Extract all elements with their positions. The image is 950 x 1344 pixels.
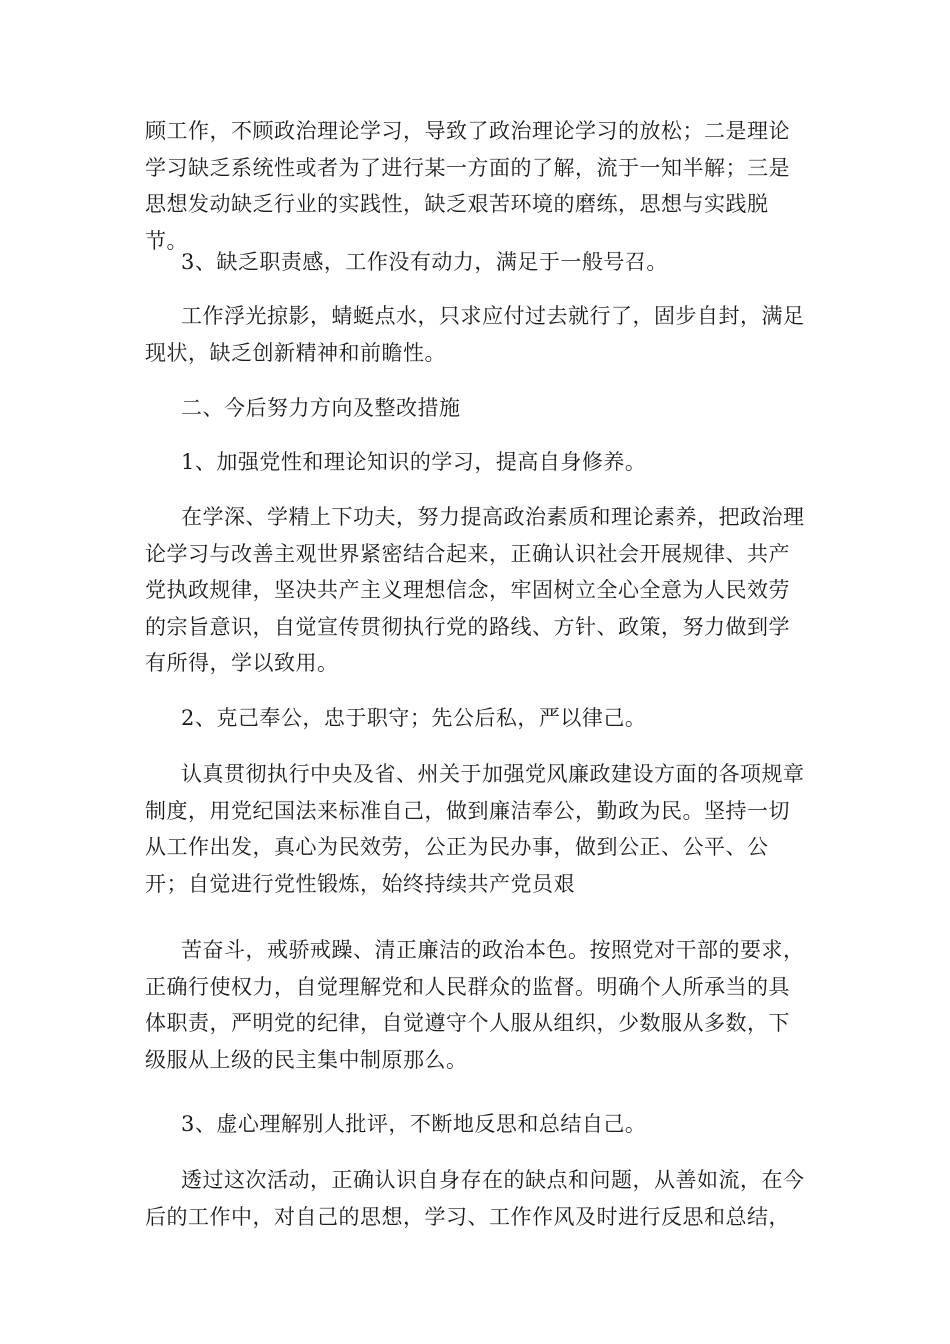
paragraph-reflection	[145, 1162, 805, 1235]
paragraph-superficial-work	[145, 298, 805, 371]
paragraph-heading-selflessness	[145, 700, 805, 737]
paragraph-integrity-rules	[145, 756, 805, 902]
paragraph-text: 工作浮光掠影，蜻蜓点水，只求应付过去就行了，固步自封，满足现状，缺乏创新精神和前瞻性。	[145, 304, 805, 365]
paragraph-text: 1、加强党性和理论知识的学习，提高自身修养。	[181, 450, 647, 474]
paragraph-heading-party-study	[145, 444, 805, 481]
paragraph-text: 3、缺乏职责感，工作没有动力，满足于一般号召。	[181, 250, 668, 274]
paragraph-heading-responsibility	[145, 244, 805, 281]
paragraph-text: 3、虚心理解别人批评，不断地反思和总结自己。	[181, 1112, 647, 1136]
paragraph-discipline	[145, 932, 805, 1078]
section-heading-text: 二、今后努力方向及整改措施	[181, 396, 461, 420]
paragraph-theory-study-issues	[145, 113, 805, 259]
paragraph-text: 顾工作，不顾政治理论学习，导致了政治理论学习的放松；二是理论学习缺乏系统性或者为了进行某一方面的了解，流于一知半解；三是思想发动缺乏行业的实践性，缺乏艰苦环境的磨练，思想与实践脱节。	[145, 119, 790, 253]
section-heading-improvement	[145, 390, 805, 427]
paragraph-text: 2、克己奉公，忠于职守；先公后私，严以律己。	[181, 706, 647, 730]
paragraph-text: 苦奋斗，戒骄戒躁、清正廉洁的政治本色。按照党对干部的要求，正确行使权力，自觉理解党和人民群众的监督。明确个人所承当的具体职责，严明党的纪律，自觉遵守个人服从组织，少数服从多数，下级服从上级的民主集中制原那么。	[145, 938, 805, 1072]
paragraph-text: 透过这次活动，正确认识自身存在的缺点和问题，从善如流，在今后的工作中，对自己的思想，学习、工作作风及时进行反思和总结，	[145, 1168, 805, 1229]
paragraph-political-quality	[145, 499, 805, 682]
paragraph-text: 在学深、学精上下功夫，努力提高政治素质和理论素养，把政治理论学习与改善主观世界紧密结合起来，正确认识社会开展规律、共产党执政规律，坚决共产主义理想信念，牢固树立全心全意为人民效劳的宗旨意识，自觉宣传贯彻执行党的路线、方针、政策，努力做到学有所得，学以致用。	[145, 505, 805, 675]
paragraph-text: 认真贯彻执行中央及省、州关于加强党风廉政建设方面的各项规章制度，用党纪国法来标准自己，做到廉洁奉公，勤政为民。坚持一切从工作出发，真心为民效劳，公正为民办事，做到公正、公平、公开；自觉进行党性锻炼，始终持续共产党员艰	[145, 762, 805, 896]
paragraph-heading-criticism	[145, 1106, 805, 1143]
